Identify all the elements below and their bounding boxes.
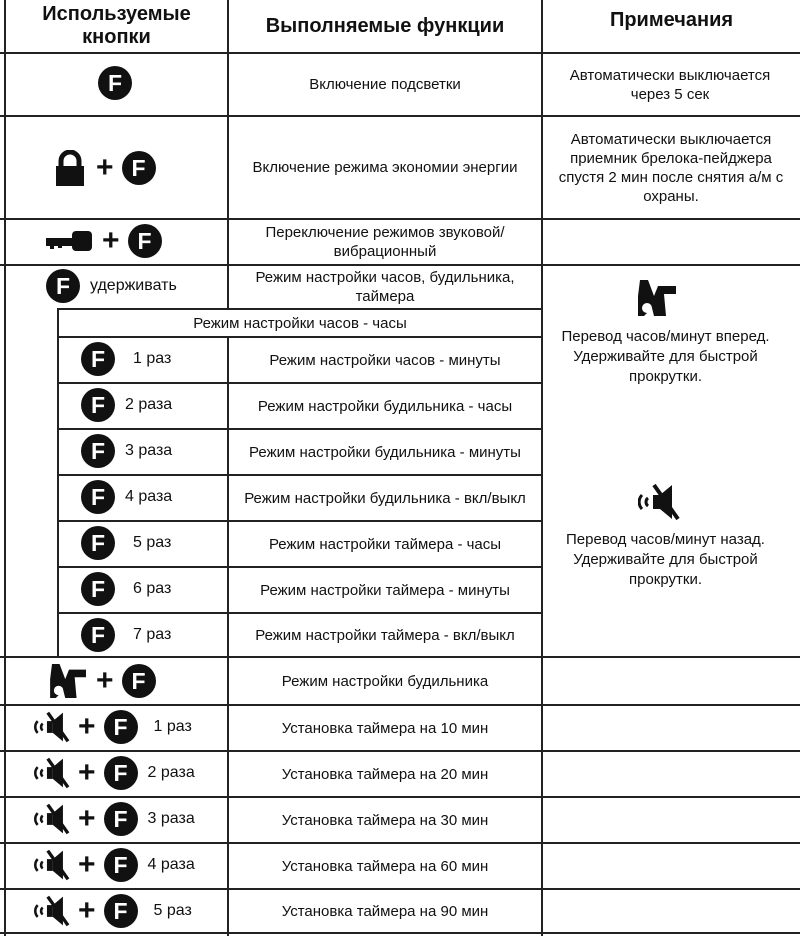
buttons-f-7 [81,618,171,652]
plus-sign: + [78,756,96,789]
plus-sign: + [78,848,96,881]
press-count: 5 раз [153,902,192,919]
press-count: 3 раза [125,442,173,459]
f-button-icon: F [81,572,115,606]
f-button-icon: F [46,269,80,303]
lock-icon [52,150,88,186]
function-sound-vibro: Переключение режимов звуковой/вибрационный [265,224,505,260]
header-buttons: Используемые кнопки [42,3,191,48]
buttons-timer-4 [34,848,195,882]
note-energy-saving: Автоматически выключается приемник брелока-пейджера спустя 2 мин после снятия а/м с охраны. [558,130,784,205]
function-backlight: Включение подсветки [309,76,461,93]
plus-sign: + [96,664,114,697]
buttons-f-hold [46,269,177,303]
f-button-icon: F [104,802,138,836]
plus-sign: + [78,894,96,927]
function-clock-minutes: Режим настройки часов - минуты [269,351,501,369]
function-timer-30: Установка таймера на 30 мин [281,811,489,829]
f-button-icon: F [104,848,138,882]
function-alarm-onoff: Режим настройки будильника - вкл/выкл [244,489,526,507]
sound-off-icon [34,849,70,881]
f-button-icon: F [122,664,156,698]
header-notes: Примечания [609,8,734,31]
function-energy-saving: Включение режима экономии энергии [252,159,518,176]
sound-off-icon [638,483,680,521]
sound-off-icon [34,757,70,789]
plus-sign: + [96,151,114,184]
buttons-f-1 [81,342,171,376]
f-button-icon: F [81,526,115,560]
press-count: 7 раз [133,626,172,643]
f-button-icon: F [81,342,115,376]
function-timer-20: Установка таймера на 20 мин [281,765,489,783]
note-forward: Перевод часов/минут вперед. Удерживайте для быстрой прокрутки. [561,328,770,385]
buttons-f-6 [81,572,171,606]
press-count: 1 раз [153,718,192,735]
function-alarm-minutes: Режим настройки будильника - минуты [249,443,521,461]
function-clock-hours: Режим настройки часов - часы [193,314,407,332]
f-button-icon: F [122,151,156,185]
sound-off-icon [34,803,70,835]
note-back: Перевод часов/минут назад. Удерживайте для быстрой прокрутки. [566,531,765,588]
buttons-lock-f [52,150,156,186]
alarm-clock-icon [50,664,88,698]
f-button-icon: F [104,710,138,744]
key-icon [46,230,94,252]
buttons-timer-2 [34,756,195,790]
press-count: 4 раза [147,856,195,873]
function-settings-mode: Режим настройки часов, будильника, таймера [255,269,515,305]
press-count: 5 раз [133,534,172,551]
f-button-icon: F [104,756,138,790]
press-count: 1 раз [133,350,172,367]
buttons-key-f [46,224,162,258]
press-count: 6 раз [133,580,172,597]
plus-sign: + [78,710,96,743]
function-timer-90: Установка таймера на 90 мин [281,902,489,920]
function-alarm-mode: Режим настройки будильника [281,672,489,690]
f-button-icon: F [104,894,138,928]
buttons-f-3 [81,434,172,468]
alarm-clock-icon [638,280,678,316]
press-count: 2 раза [147,764,195,781]
sound-off-icon [34,711,70,743]
sound-off-icon [34,895,70,927]
f-button-icon: F [81,388,115,422]
buttons-timer-1 [34,710,192,744]
f-button-icon: F [81,434,115,468]
note-backlight: Автоматически выключается через 5 сек [569,66,771,103]
buttons-f-4 [81,480,172,514]
buttons-f [98,66,132,100]
hold-label: удерживать [90,277,177,294]
buttons-f-5 [81,526,171,560]
f-button-icon: F [81,480,115,514]
press-count: 2 раза [125,396,173,413]
f-button-icon: F [128,224,162,258]
buttons-alarm-f [50,664,156,698]
buttons-timer-3 [34,802,195,836]
press-count: 3 раза [147,810,195,827]
function-alarm-hours: Режим настройки будильника - часы [257,397,513,415]
press-count: 4 раза [125,488,173,505]
function-timer-hours: Режим настройки таймера - часы [268,535,502,553]
f-button-icon: F [81,618,115,652]
function-timer-60: Установка таймера на 60 мин [281,857,489,875]
function-timer-minutes: Режим настройки таймера - минуты [260,581,510,599]
buttons-timer-5 [34,894,192,928]
function-timer-10: Установка таймера на 10 мин [281,719,489,737]
plus-sign: + [102,224,120,257]
function-timer-onoff: Режим настройки таймера - вкл/выкл [255,626,515,644]
plus-sign: + [78,802,96,835]
f-button-icon: F [98,66,132,100]
header-functions: Выполняемые функции [265,14,505,37]
buttons-f-2 [81,388,172,422]
